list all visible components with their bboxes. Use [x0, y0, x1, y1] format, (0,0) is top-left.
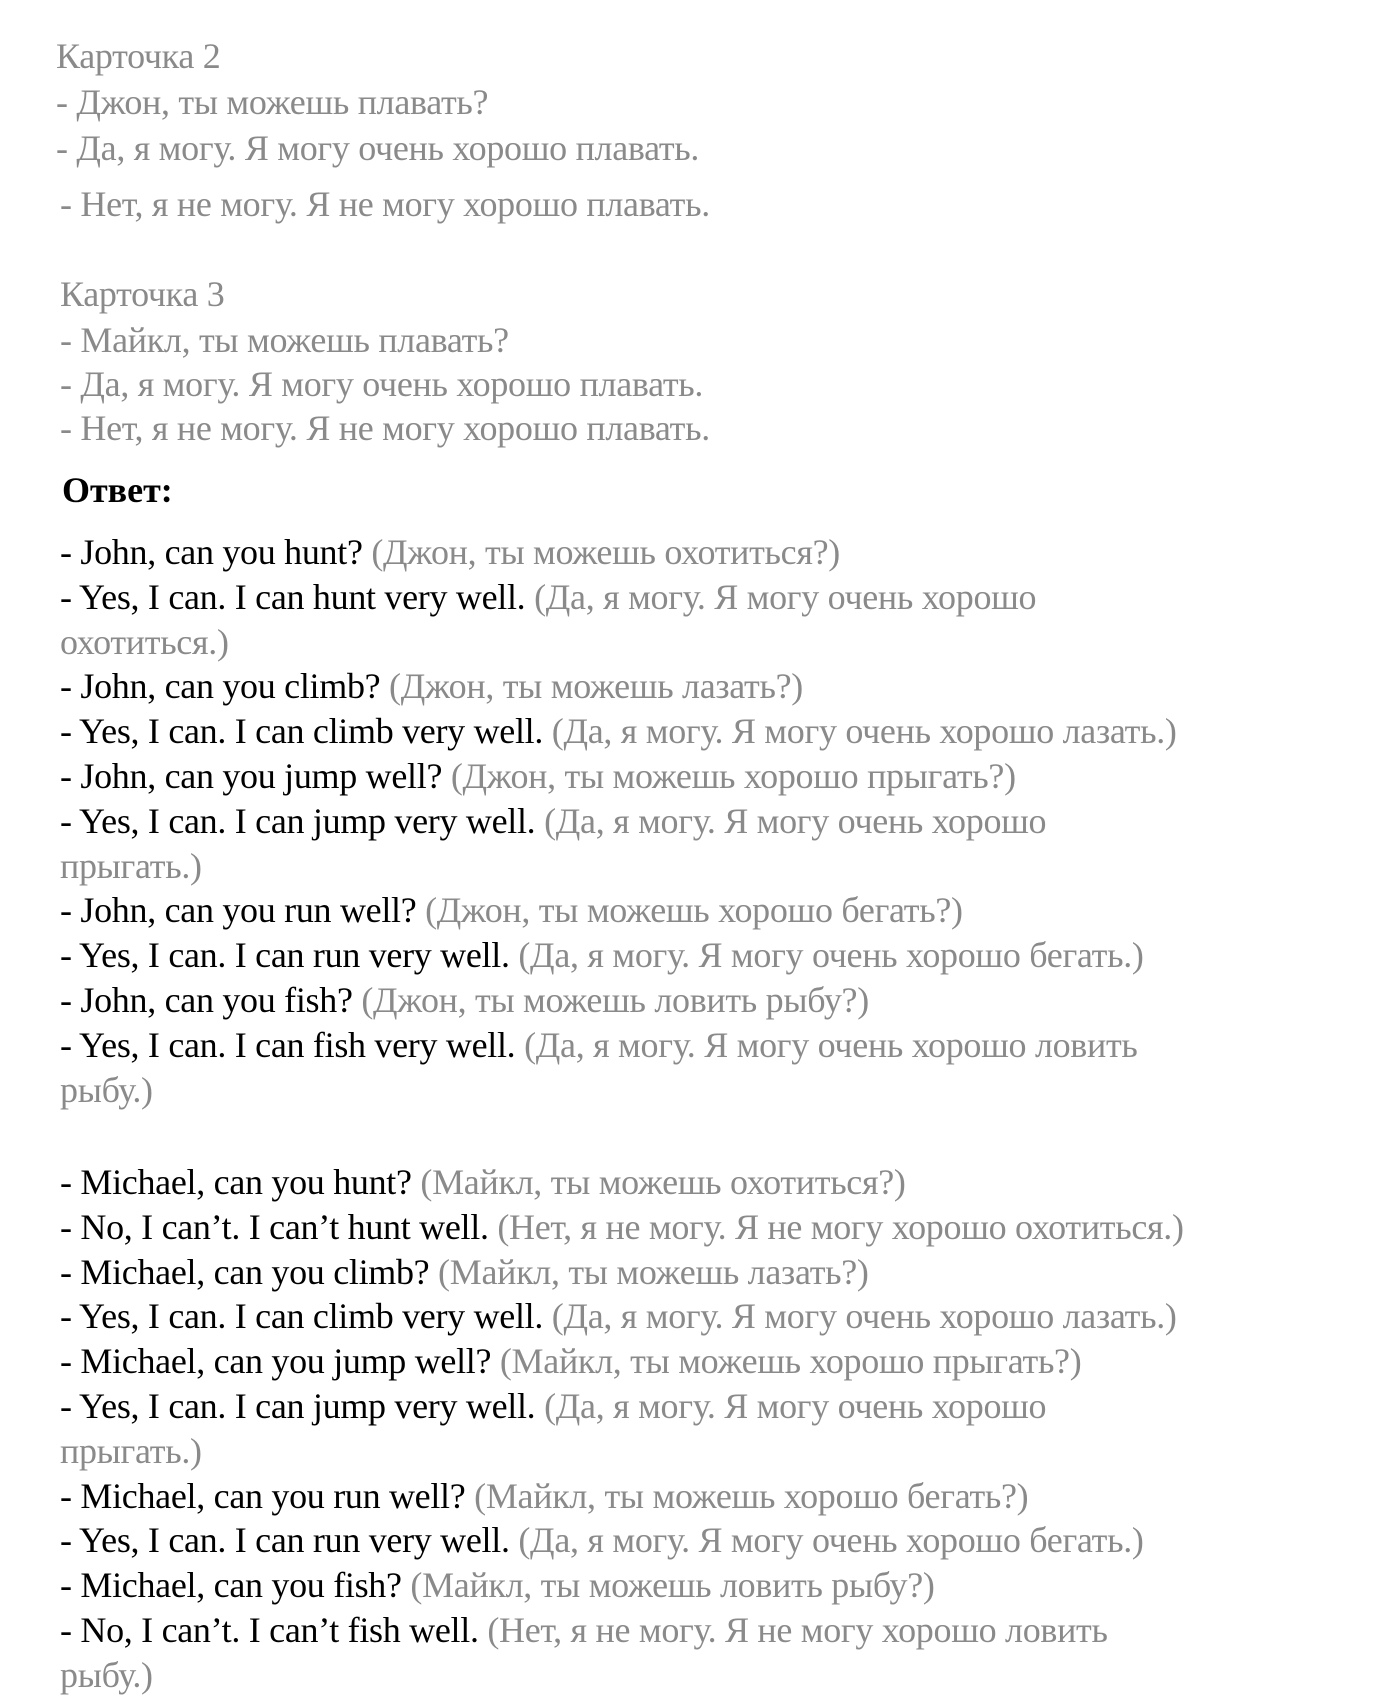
- dialogue-line: [60, 1608, 1108, 1652]
- russian-translation: (Да, я могу. Я могу очень хорошо лазать.): [543, 1296, 1177, 1337]
- russian-translation: (Майкл, ты можешь охотиться?): [411, 1162, 906, 1202]
- answer-heading: Ответ:: [62, 470, 173, 510]
- dialogue-line: [60, 844, 202, 888]
- card3-line: - Майкл, ты можешь плавать?: [60, 320, 509, 360]
- russian-translation: (Майкл, ты можешь хорошо прыгать?): [491, 1341, 1082, 1382]
- russian-translation: (Джон, ты можешь хорошо бегать?): [416, 890, 963, 931]
- russian-translation: (Да, я могу. Я могу очень хорошо: [525, 576, 1037, 617]
- dialogue-line: [60, 799, 1046, 843]
- english-text: - Yes, I can. I can fish very well.: [60, 1024, 516, 1065]
- card2-title: Карточка 2: [56, 36, 221, 76]
- card3-line: - Да, я могу. Я могу очень хорошо плавать.: [60, 364, 704, 404]
- dialogue-line: [60, 1250, 869, 1294]
- dialogue-line: [60, 1023, 1138, 1067]
- english-text: - John, can you run well?: [60, 890, 417, 931]
- russian-translation: (Майкл, ты можешь хорошо бегать?): [465, 1475, 1029, 1516]
- dialogue-line: [60, 575, 1036, 619]
- russian-translation: (Да, я могу. Я могу очень хорошо ловить: [515, 1024, 1138, 1065]
- russian-translation: прыгать.): [60, 845, 202, 886]
- dialogue-line: [60, 1518, 1144, 1562]
- russian-translation: охотиться.): [60, 621, 229, 662]
- dialogue-line: [60, 1339, 1081, 1383]
- dialogue-line: [60, 1474, 1028, 1518]
- russian-translation: (Да, я могу. Я могу очень хорошо бегать.): [509, 1520, 1144, 1561]
- russian-translation: (Да, я могу. Я могу очень хорошо: [535, 800, 1047, 841]
- english-text: - Yes, I can. I can jump very well.: [60, 800, 536, 841]
- card3-title: Карточка 3: [60, 274, 225, 314]
- dialogue-line: [60, 933, 1144, 977]
- english-text: - Yes, I can. I can climb very well.: [60, 711, 544, 752]
- russian-translation: (Майкл, ты можешь лазать?): [429, 1251, 869, 1292]
- russian-translation: (Да, я могу. Я могу очень хорошо бегать.): [509, 935, 1144, 976]
- english-text: - Michael, can you run well?: [60, 1475, 466, 1516]
- english-text: - Michael, can you jump well?: [60, 1341, 492, 1382]
- english-text: - John, can you jump well?: [60, 756, 443, 796]
- card2-line: - Джон, ты можешь плавать?: [56, 82, 489, 122]
- russian-translation: (Джон, ты можешь лазать?): [380, 666, 803, 707]
- dialogue-line: [60, 1653, 153, 1697]
- dialogue-line: [60, 1160, 906, 1204]
- english-text: - Yes, I can. I can run very well.: [60, 1520, 510, 1561]
- card3-line: - Нет, я не могу. Я не могу хорошо плавать.: [60, 408, 710, 448]
- dialogue-line: [60, 978, 869, 1022]
- dialogue-line: [60, 1384, 1046, 1428]
- russian-translation: (Нет, я не могу. Я не могу хорошо охотиться.): [488, 1206, 1184, 1247]
- english-text: - Yes, I can. I can hunt very well.: [60, 576, 526, 617]
- english-text: - Michael, can you fish?: [60, 1565, 402, 1606]
- russian-translation: (Да, я могу. Я могу очень хорошо лазать.): [543, 711, 1177, 752]
- card2-line: - Да, я могу. Я могу очень хорошо плавать.: [56, 128, 700, 168]
- english-text: - No, I can’t. I can’t fish well.: [60, 1610, 479, 1650]
- english-text: - Michael, can you hunt?: [60, 1162, 412, 1202]
- english-text: - Yes, I can. I can climb very well.: [60, 1296, 544, 1337]
- russian-translation: (Майкл, ты можешь ловить рыбу?): [401, 1565, 935, 1606]
- english-text: - Yes, I can. I can run very well.: [60, 935, 510, 976]
- english-text: - John, can you hunt?: [60, 532, 363, 572]
- russian-translation: прыгать.): [60, 1430, 202, 1471]
- russian-translation: (Джон, ты можешь охотиться?): [362, 532, 840, 572]
- dialogue-line: [60, 1563, 935, 1607]
- russian-translation: (Да, я могу. Я могу очень хорошо: [535, 1386, 1047, 1426]
- english-text: - John, can you fish?: [60, 980, 353, 1020]
- dialogue-line: [60, 709, 1177, 753]
- dialogue-line: [60, 1429, 202, 1473]
- dialogue-line: [60, 530, 840, 574]
- dialogue-line: [60, 620, 229, 664]
- russian-translation: (Джон, ты можешь ловить рыбу?): [352, 980, 869, 1020]
- dialogue-line: [60, 888, 963, 932]
- card2-line: - Нет, я не могу. Я не могу хорошо плавать.: [60, 184, 710, 224]
- dialogue-line: [60, 664, 803, 708]
- russian-translation: (Джон, ты можешь хорошо прыгать?): [442, 756, 1016, 796]
- dialogue-line: [60, 1068, 153, 1112]
- dialogue-line: [60, 754, 1016, 798]
- dialogue-line: [60, 1294, 1177, 1338]
- russian-translation: рыбу.): [60, 1654, 153, 1695]
- dialogue-line: [60, 1205, 1184, 1249]
- russian-translation: рыбу.): [60, 1069, 153, 1110]
- english-text: - Michael, can you climb?: [60, 1251, 430, 1292]
- russian-translation: (Нет, я не могу. Я не могу хорошо ловить: [478, 1610, 1108, 1650]
- english-text: - John, can you climb?: [60, 666, 381, 707]
- english-text: - No, I can’t. I can’t hunt well.: [60, 1206, 489, 1247]
- english-text: - Yes, I can. I can jump very well.: [60, 1386, 536, 1426]
